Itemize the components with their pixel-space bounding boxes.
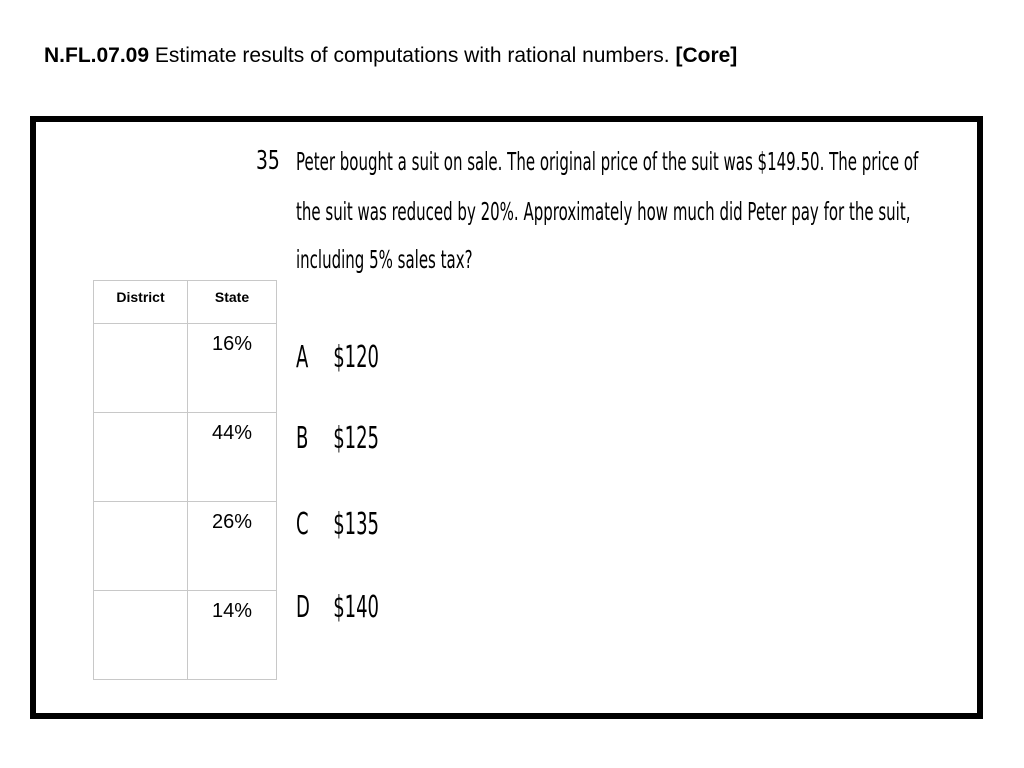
- answer-choice-d: [296, 590, 379, 626]
- standard-code: N.FL.07.09: [44, 44, 150, 67]
- question-text-line-2: the suit was reduced by 20%. Approximately how much did Peter pay for the suit,: [296, 197, 911, 226]
- district-cell: [94, 324, 188, 413]
- district-cell: [94, 413, 188, 502]
- question-number: 35: [256, 146, 280, 176]
- state-cell: 16%: [188, 324, 277, 413]
- table-row: [94, 591, 277, 680]
- choice-letter: B: [296, 421, 309, 456]
- choice-letter: C: [296, 507, 309, 542]
- choice-value: $140: [333, 590, 380, 625]
- choice-letter: A: [296, 340, 309, 375]
- question-text-line-3: including 5% sales tax?: [296, 245, 473, 274]
- question-text-line-1: Peter bought a suit on sale. The original price of the suit was $149.50. The price of: [296, 147, 919, 176]
- state-cell: 44%: [188, 413, 277, 502]
- answer-choice-a: [296, 340, 379, 376]
- state-cell: 26%: [188, 502, 277, 591]
- results-table: [93, 280, 277, 680]
- choice-value: $125: [333, 421, 380, 456]
- table-row: [94, 502, 277, 591]
- state-cell: 14%: [188, 591, 277, 680]
- column-header-state: State: [188, 281, 277, 324]
- answer-choice-b: [296, 421, 379, 457]
- choice-letter: D: [296, 590, 310, 625]
- page-title: [44, 42, 737, 70]
- answer-choice-c: [296, 507, 379, 543]
- table-row: [94, 413, 277, 502]
- district-cell: [94, 502, 188, 591]
- choice-value: $120: [333, 340, 380, 375]
- district-cell: [94, 591, 188, 680]
- table-header-row: [94, 281, 277, 324]
- column-header-district: District: [94, 281, 188, 324]
- standard-description: Estimate results of computations with rational numbers.: [149, 44, 676, 67]
- level-tag: [Core]: [675, 44, 738, 67]
- table-row: [94, 324, 277, 413]
- choice-value: $135: [333, 507, 380, 542]
